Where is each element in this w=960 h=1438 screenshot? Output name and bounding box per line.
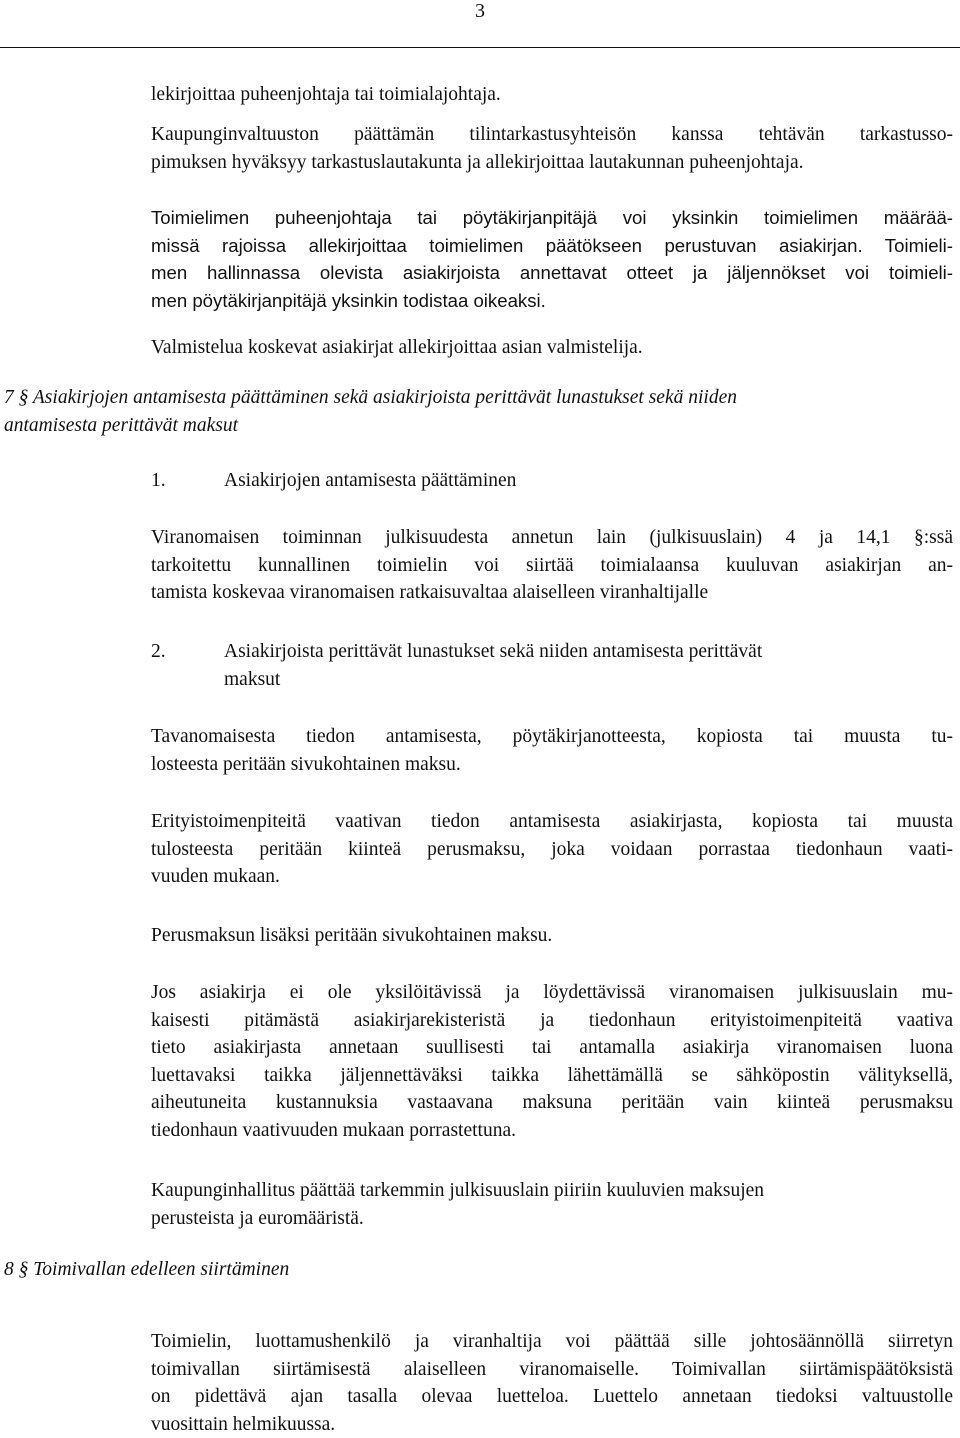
text-line: Perusmaksun lisäksi peritään sivukohtainen maksu. [151,922,953,950]
text-line: men hallinnassa olevista asiakirjoista annettavat otteet ja jäljennökset voi toimieli- [151,259,953,287]
heading-line: antamisesta perittävät maksut [4,412,954,440]
heading-line: 8 § Toimivallan edelleen siirtäminen [4,1256,954,1284]
page-number: 3 [470,0,490,22]
subsection-2-title [151,638,911,693]
text-line: kaisesti pitämästä asiakirjarekisteristä ja tiedonhaun erityistoimenpiteitä vaativa [151,1007,953,1035]
text-line: perusteista ja euromääristä. [151,1205,953,1233]
text-line: vuosittain helmikuussa. [151,1411,953,1438]
text-line: missä rajoissa allekirjoittaa toimielimen päätökseen perustuvan asiakirjan. Toimieli- [151,232,953,260]
subsection-title-line: Asiakirjoista perittävät lunastukset sekä niiden antamisesta perittävät [224,638,911,666]
text-line: tulosteesta peritään kiinteä perusmaksu, joka voidaan porrastaa tiedonhaun vaati- [151,836,953,864]
text-line: Toimielimen puheenjohtaja tai pöytäkirjanpitäjä voi yksinkin toimielimen määrää- [151,204,953,232]
text-line: lekirjoittaa puheenjohtaja tai toimialajohtaja. [151,81,953,109]
section-8-heading [4,1256,954,1284]
paragraph-signing-continuation [151,81,953,109]
text-line: vuuden mukaan. [151,863,953,891]
text-line: Toimielin, luottamushenkilö ja viranhaltija voi päättää sille johtosäännöllä siirretyn [151,1328,953,1356]
paragraph-chair-signing [151,204,953,314]
paragraph-publicity-law [151,524,953,607]
paragraph-unidentified-document [151,979,953,1144]
text-line: Valmistelua koskevat asiakirjat allekirjoittaa asian valmistelija. [151,334,953,362]
text-line: aiheutuneita kustannuksia vastaavana maksuna peritään vain kiinteä perusmaksu [151,1089,953,1117]
text-line: losteesta peritään sivukohtainen maksu. [151,751,953,779]
text-line: men pöytäkirjanpitäjä yksinkin todistaa oikeaksi. [151,287,953,315]
text-line: Kaupunginhallitus päättää tarkemmin julkisuuslain piiriin kuuluvien maksujen [151,1177,953,1205]
text-line: toimivallan siirtämisestä alaiselleen viranomaiselle. Toimivallan siirtämispäätöksistä [151,1356,953,1384]
text-line: pimuksen hyväksyy tarkastuslautakunta ja allekirjoittaa lautakunnan puheenjohtaja. [151,149,953,177]
paragraph-base-fee [151,808,953,891]
paragraph-audit-contract [151,121,953,176]
text-line: tieto asiakirjasta annetaan suullisesti tai antamalla asiakirja viranomaisen luona [151,1034,953,1062]
section-7-heading [4,384,954,439]
text-line: on pidettävä ajan tasalla olevaa luetteloa. Luettelo annetaan tiedoksi valtuustolle [151,1383,953,1411]
subsection-1-title [151,467,911,495]
text-line: Erityistoimenpiteitä vaativan tiedon antamisesta asiakirjasta, kopiosta tai muusta [151,808,953,836]
text-line: Jos asiakirja ei ole yksilöitävissä ja löydettävissä viranomaisen julkisuuslain mu- [151,979,953,1007]
subsection-title-line: maksut [224,666,911,694]
paragraph-preparation-documents [151,334,953,362]
subsection-number: 1. [151,467,166,495]
text-line: tiedonhaun vaativuuden mukaan porrastettuna. [151,1117,953,1145]
paragraph-page-fee [151,723,953,778]
subsection-title: Asiakirjojen antamisesta päättäminen [224,467,911,495]
text-line: tarkoitettu kunnallinen toimielin voi siirtää toimialaansa kuuluvan asiakirjan an- [151,552,953,580]
text-line: tamista koskevaa viranomaisen ratkaisuvaltaa alaiselleen viranhaltijalle [151,579,953,607]
text-line: luettavaksi taikka jäljennettäväksi taikka lähettämällä se sähköpostin välityksellä, [151,1062,953,1090]
text-line: Kaupunginvaltuuston päättämän tilintarkastusyhteisön kanssa tehtävän tarkastusso- [151,121,953,149]
paragraph-additional-fee [151,922,953,950]
text-line: Tavanomaisesta tiedon antamisesta, pöytäkirjanotteesta, kopiosta tai muusta tu- [151,723,953,751]
heading-line: 7 § Asiakirjojen antamisesta päättäminen sekä asiakirjoista perittävät lunastukset sekä niiden [4,384,954,412]
subsection-number: 2. [151,638,166,666]
header-rule [0,47,960,48]
paragraph-city-board [151,1177,953,1232]
paragraph-delegation [151,1328,953,1438]
text-line: Viranomaisen toiminnan julkisuudesta annetun lain (julkisuuslain) 4 ja 14,1 §:ssä [151,524,953,552]
